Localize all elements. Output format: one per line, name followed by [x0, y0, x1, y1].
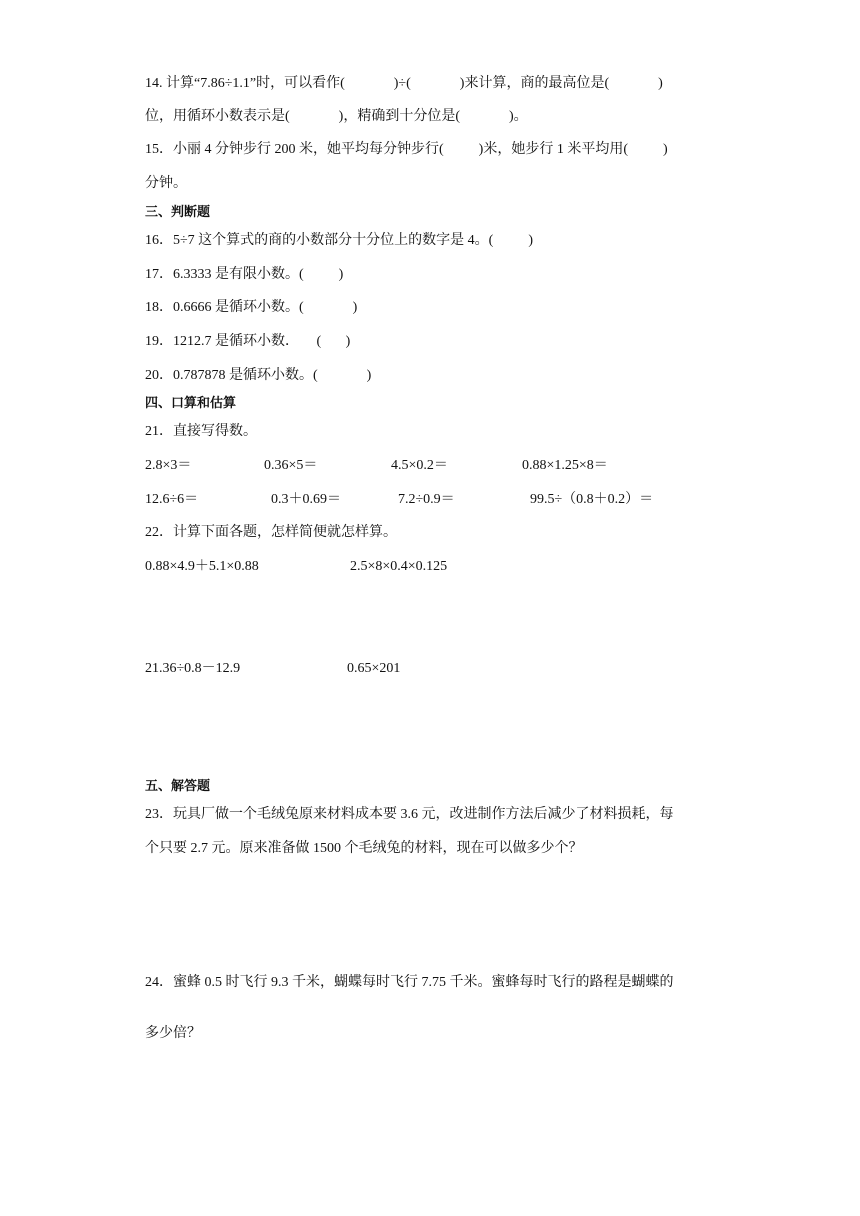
question-24-line-2: 多少倍？	[145, 1026, 201, 1041]
question-15-line-2: 分钟。	[145, 176, 187, 191]
calc-item: 0.65×201	[347, 661, 401, 676]
question-21: 21．直接写得数。	[145, 424, 257, 439]
question-20: 20．0.787878 是循环小数。( )	[145, 368, 372, 383]
section-5-heading: 五、解答题	[145, 779, 211, 794]
section-3-heading: 三、判断题	[145, 205, 211, 220]
question-23-line-1: 23．玩具厂做一个毛绒兔原来材料成本要 3.6 元，改进制作方法后减少了材料损耗，每	[145, 807, 674, 822]
math-item: 0.3＋0.69＝	[271, 492, 341, 507]
calc-item: 2.5×8×0.4×0.125	[350, 559, 448, 574]
math-item: 4.5×0.2＝	[391, 458, 448, 473]
question-14-line-1: 14. 计算“7.86÷1.1”时，可以看作( )÷( )来计算，商的最高位是( )	[145, 76, 663, 91]
question-14-line-2: 位，用循环小数表示是( )，精确到十分位是( )。	[145, 109, 528, 124]
question-24-line-1: 24．蜜蜂 0.5 时飞行 9.3 千米，蝴蝶每时飞行 7.75 千米。蜜蜂每时飞行的路程是蝴蝶的	[145, 975, 674, 990]
math-item: 0.36×5＝	[264, 458, 318, 473]
section-4-heading: 四、口算和估算	[145, 396, 237, 411]
calc-item: 21.36÷0.8－12.9	[145, 661, 241, 676]
math-item: 2.8×3＝	[145, 458, 192, 473]
question-23-line-2: 个只要 2.7 元。原来准备做 1500 个毛绒兔的材料，现在可以做多少个？	[145, 841, 583, 856]
math-item: 7.2÷0.9＝	[398, 492, 455, 507]
question-18: 18．0.6666 是循环小数。( )	[145, 300, 358, 315]
question-17: 17．6.3333 是有限小数。( )	[145, 267, 344, 282]
question-19: 19．1212.7 是循环小数． ( )	[145, 334, 351, 349]
math-item: 0.88×1.25×8＝	[522, 458, 608, 473]
calc-item: 0.88×4.9＋5.1×0.88	[145, 559, 259, 574]
math-item: 12.6÷6＝	[145, 492, 199, 507]
math-item: 99.5÷（0.8＋0.2）＝	[530, 492, 654, 507]
question-15-line-1: 15．小丽 4 分钟步行 200 米，她平均每分钟步行( )米，她步行 1 米平均用( )	[145, 142, 668, 157]
question-16: 16．5÷7 这个算式的商的小数部分十分位上的数字是 4。( )	[145, 233, 534, 248]
question-22: 22．计算下面各题，怎样简便就怎样算。	[145, 525, 397, 540]
